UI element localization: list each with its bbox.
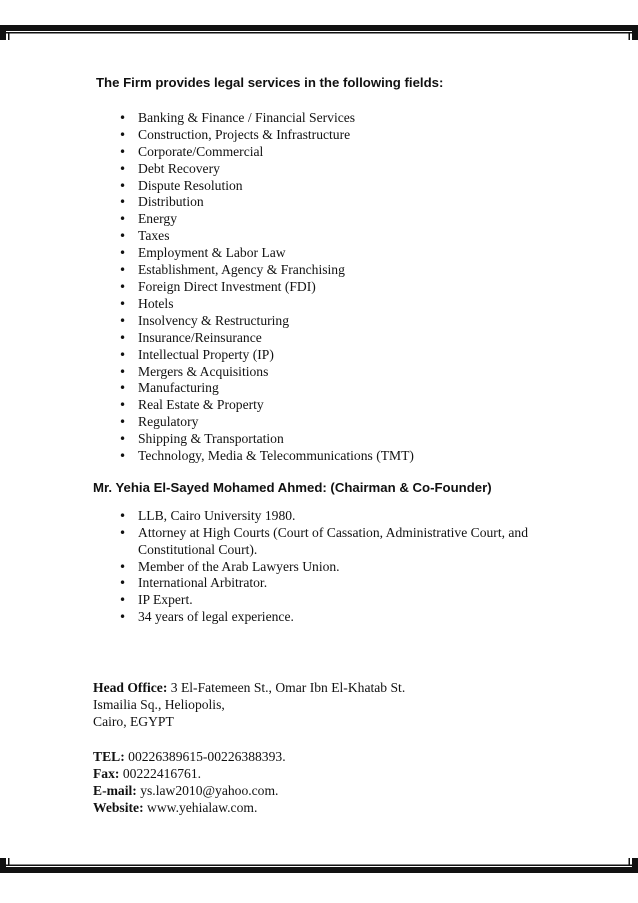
email-value[interactable]: ys.law2010@yahoo.com. bbox=[140, 783, 279, 799]
website-line bbox=[93, 799, 405, 816]
founder-credential-item: • IP Expert. bbox=[96, 592, 566, 609]
founder-credential-item: • Member of the Arab Lawyers Union. bbox=[96, 559, 566, 576]
service-field-item: • Corporate/Commercial bbox=[96, 144, 566, 161]
tel-line bbox=[93, 748, 405, 765]
fax-label: Fax: bbox=[93, 766, 120, 781]
service-field-item: • Intellectual Property (IP) bbox=[96, 347, 566, 364]
service-field-item: • Regulatory bbox=[96, 414, 566, 431]
service-field-item: • Taxes bbox=[96, 228, 566, 245]
bottom-page-border bbox=[0, 858, 638, 878]
service-field-item: • Technology, Media & Telecommunications (TMT) bbox=[96, 448, 566, 465]
address-line-3: Cairo, EGYPT bbox=[93, 714, 174, 730]
service-field-item: • Banking & Finance / Financial Services bbox=[96, 110, 566, 127]
contact-block bbox=[93, 679, 405, 817]
head-office-label: Head Office: bbox=[93, 680, 168, 695]
service-field-item: • Energy bbox=[96, 211, 566, 228]
service-field-item: • Dispute Resolution bbox=[96, 178, 566, 195]
service-field-item: • Establishment, Agency & Franchising bbox=[96, 262, 566, 279]
head-office-address: 3 El-Fatemeen St., Omar Ibn El-Khatab St. bbox=[170, 680, 406, 695]
service-field-item: • Mergers & Acquisitions bbox=[96, 364, 566, 381]
service-field-item: • Employment & Labor Law bbox=[96, 245, 566, 262]
founder-credential-item: • International Arbitrator. bbox=[96, 575, 566, 592]
fax-line bbox=[93, 765, 405, 782]
service-field-item: • Debt Recovery bbox=[96, 161, 566, 178]
service-field-item: • Hotels bbox=[96, 296, 566, 313]
address-line-2: Ismailia Sq., Heliopolis, bbox=[93, 697, 225, 713]
tel-value: 00226389615-00226388393. bbox=[128, 748, 286, 764]
website-label: Website: bbox=[93, 800, 144, 816]
service-field-item: • Distribution bbox=[96, 194, 566, 211]
fax-value: 00222416761. bbox=[122, 766, 202, 781]
service-field-item: • Foreign Direct Investment (FDI) bbox=[96, 279, 566, 296]
founder-list bbox=[96, 508, 566, 626]
service-field-item: • Real Estate & Property bbox=[96, 397, 566, 414]
fields-heading: The Firm provides legal services in the following fields: bbox=[96, 75, 444, 90]
document-body bbox=[93, 75, 566, 626]
website-value[interactable]: www.yehialaw.com. bbox=[147, 800, 258, 816]
founder-credential-item: • Attorney at High Courts (Court of Cassation, Administrative Court, and Constitutional Court). bbox=[96, 525, 566, 559]
email-label: E-mail: bbox=[93, 783, 137, 799]
email-line bbox=[93, 782, 405, 799]
service-field-item: • Manufacturing bbox=[96, 380, 566, 397]
fields-list bbox=[96, 110, 566, 465]
founder-credential-item: • 34 years of legal experience. bbox=[96, 609, 566, 626]
service-field-item: • Shipping & Transportation bbox=[96, 431, 566, 448]
service-field-item: • Insurance/Reinsurance bbox=[96, 330, 566, 347]
founder-credential-item: • LLB, Cairo University 1980. bbox=[96, 508, 566, 525]
tel-label: TEL: bbox=[93, 748, 125, 764]
head-office-line bbox=[93, 679, 405, 696]
top-page-border bbox=[0, 20, 638, 40]
service-field-item: • Construction, Projects & Infrastructure bbox=[96, 127, 566, 144]
founder-heading: Mr. Yehia El-Sayed Mohamed Ahmed: (Chairman & Co-Founder) bbox=[93, 479, 492, 495]
service-field-item: • Insolvency & Restructuring bbox=[96, 313, 566, 330]
